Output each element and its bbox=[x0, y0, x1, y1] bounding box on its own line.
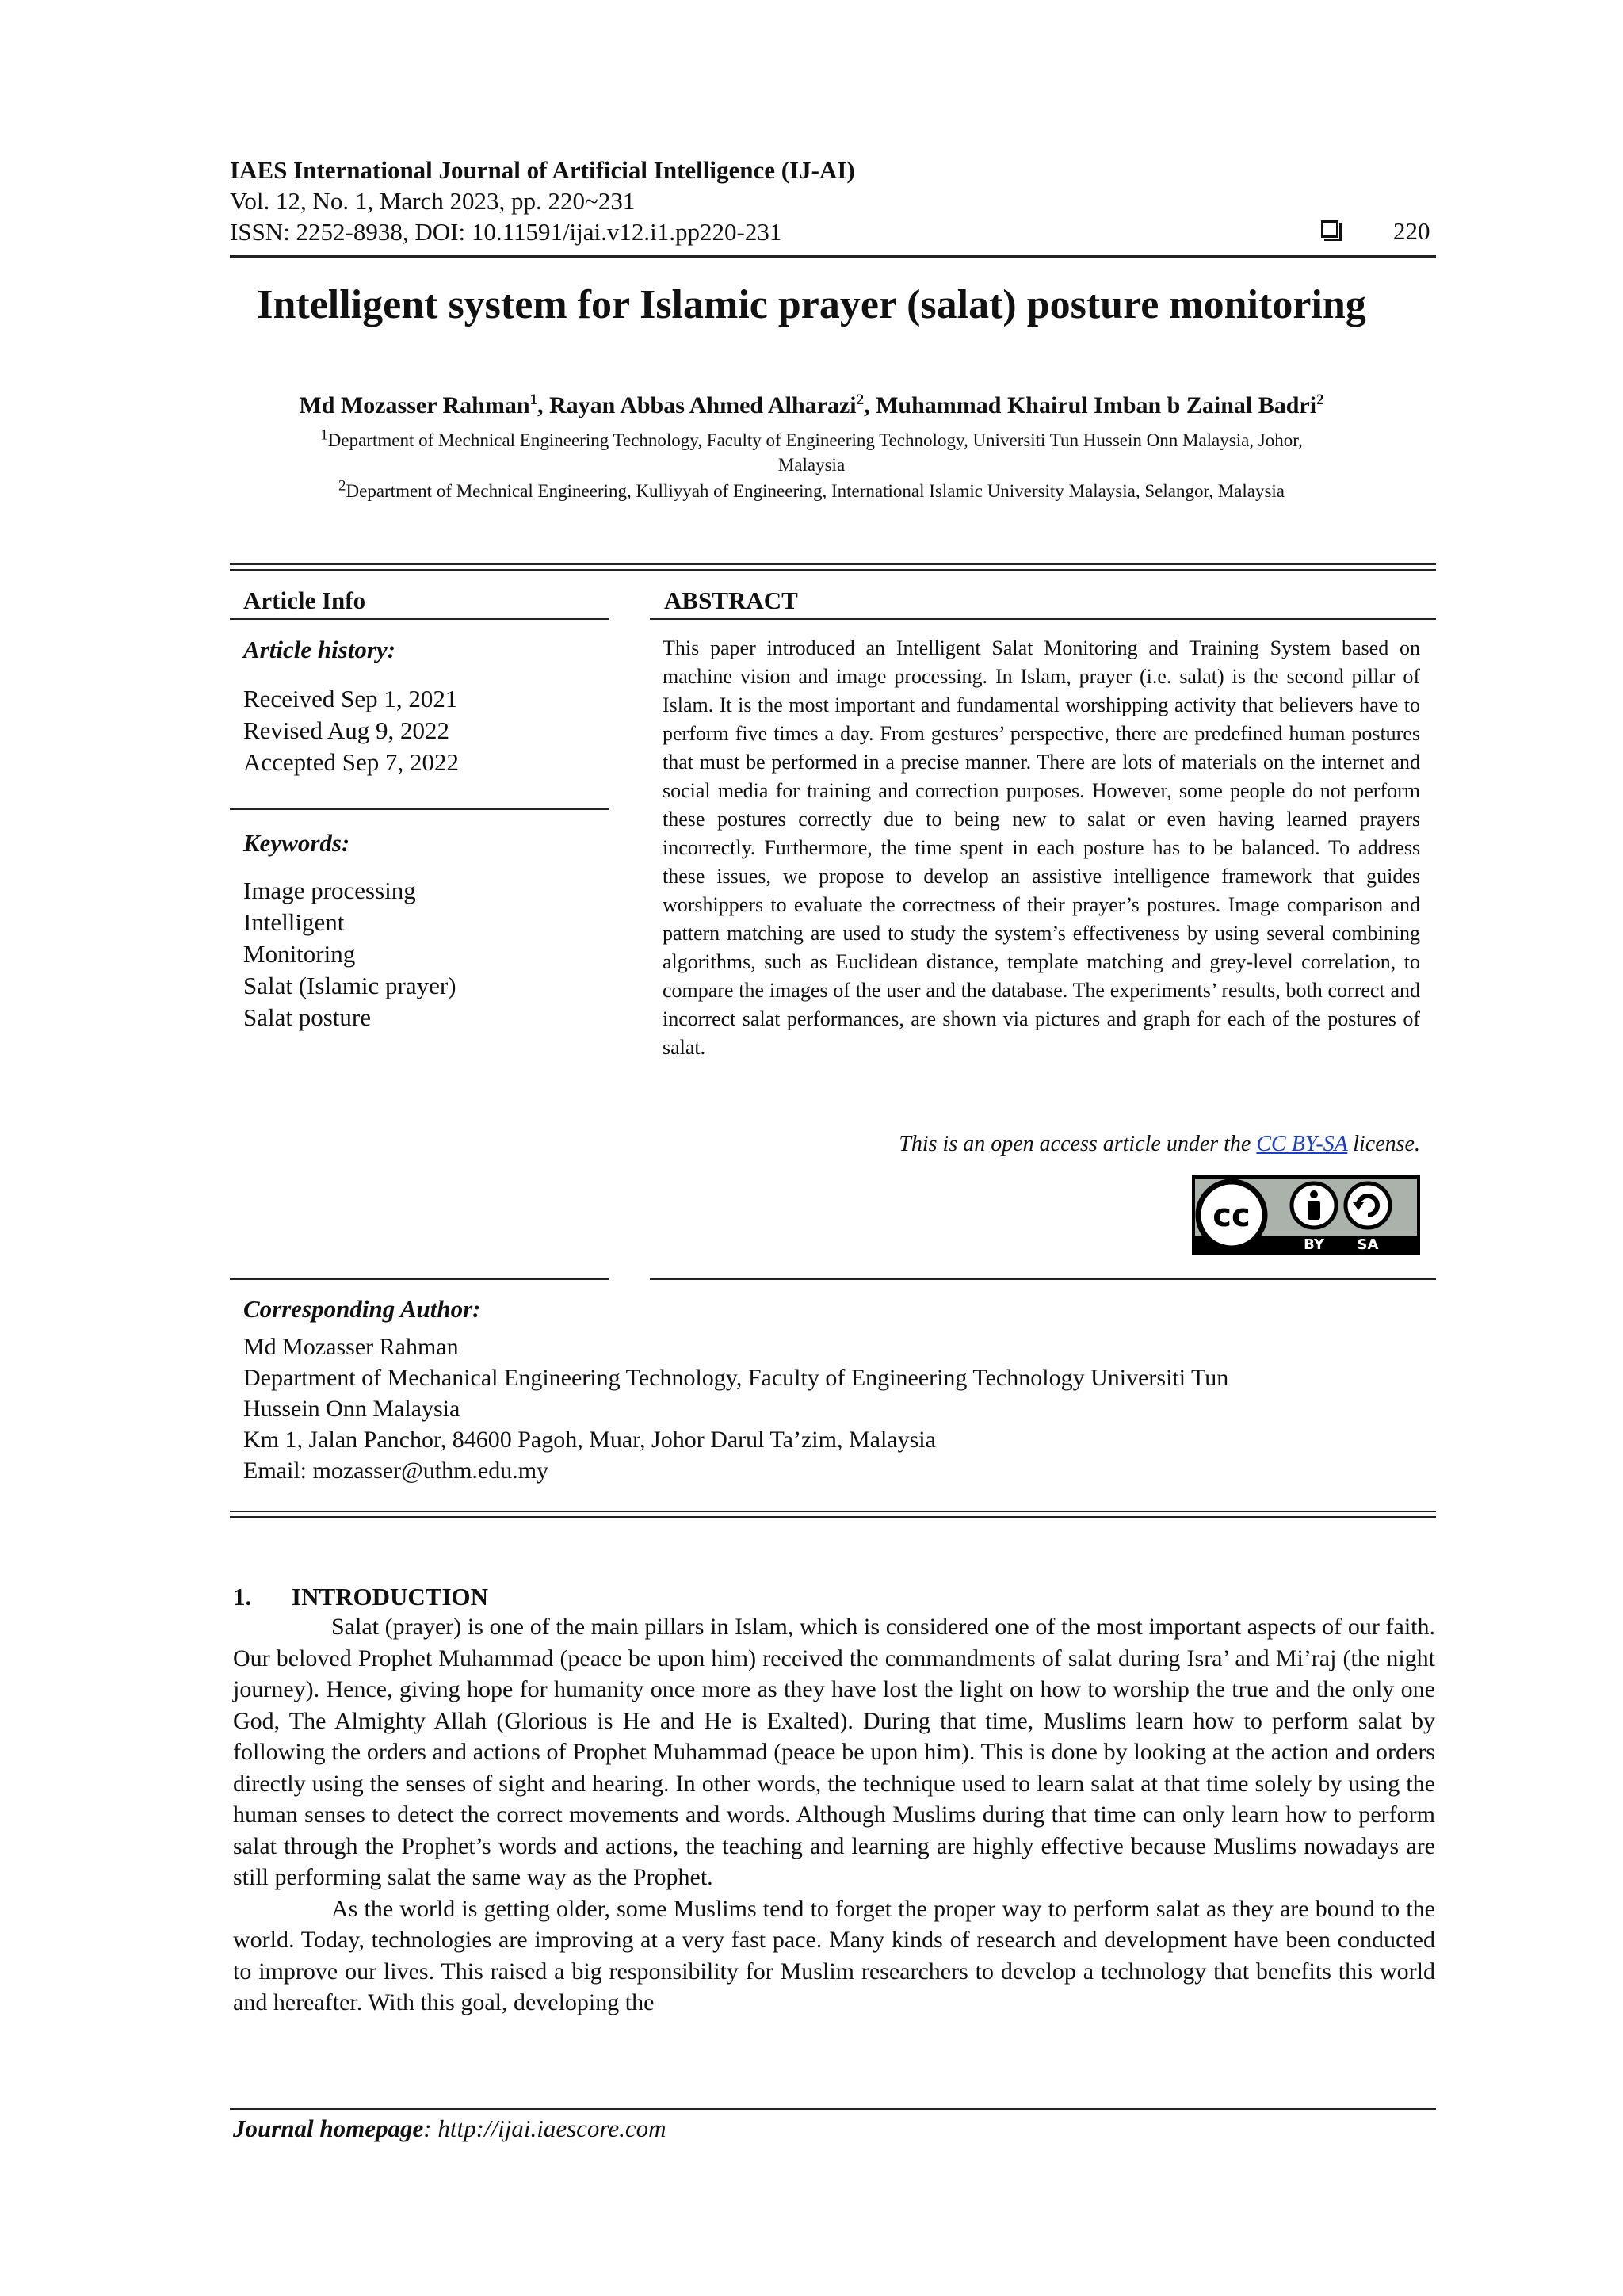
cc-by-sa-badge-icon bbox=[1192, 1175, 1420, 1255]
volume-info: Vol. 12, No. 1, March 2023, pp. 220~231 bbox=[230, 187, 636, 215]
page-number: 220 bbox=[1393, 217, 1430, 245]
revised-date: Revised Aug 9, 2022 bbox=[243, 716, 450, 744]
badge-sa-label: SA bbox=[1357, 1236, 1379, 1253]
keywords-label: Keywords: bbox=[243, 829, 350, 857]
badge-by-label: BY bbox=[1304, 1236, 1324, 1253]
accepted-date: Accepted Sep 7, 2022 bbox=[243, 748, 460, 776]
author-separator: , bbox=[864, 392, 876, 418]
affiliation-2 bbox=[158, 479, 1465, 503]
author-sup: 1 bbox=[529, 392, 538, 408]
section-rule bbox=[230, 563, 1436, 565]
corresponding-email[interactable]: Email: mozasser@uthm.edu.my bbox=[243, 1457, 549, 1484]
author-list bbox=[0, 392, 1623, 419]
received-date: Received Sep 1, 2021 bbox=[243, 685, 458, 712]
abstract-heading: ABSTRACT bbox=[664, 586, 798, 614]
column-rule bbox=[650, 1278, 1436, 1280]
author-sup: 2 bbox=[1316, 392, 1324, 408]
license-line bbox=[899, 1132, 1420, 1157]
article-history-label: Article history: bbox=[243, 636, 396, 663]
section-heading bbox=[233, 1583, 488, 1611]
keyword-item: Salat (Islamic prayer) bbox=[243, 972, 456, 999]
affiliation-text: Department of Mechnical Engineering Technology, Faculty of Engineering Technology, Universiti Tun Hussein Onn Malaysia, Johor, bbox=[327, 430, 1303, 450]
corresponding-author-label: Corresponding Author: bbox=[243, 1295, 481, 1323]
author-name: Muhammad Khairul Imban b Zainal Badri bbox=[876, 392, 1317, 418]
issn-doi: ISSN: 2252-8938, DOI: 10.11591/ijai.v12.i1.pp220-231 bbox=[230, 218, 782, 246]
section-number: 1. bbox=[233, 1583, 252, 1610]
affiliation-text: Department of Mechnical Engineering, Kulliyyah of Engineering, International Islamic University Malaysia, Selangor, Malaysia bbox=[346, 481, 1285, 501]
page-box-icon bbox=[1321, 220, 1338, 238]
author-separator: , bbox=[537, 392, 550, 418]
corresponding-dept: Department of Mechanical Engineering Technology, Faculty of Engineering Technology Universiti Tun bbox=[243, 1365, 1229, 1391]
section-title: INTRODUCTION bbox=[292, 1583, 489, 1610]
affiliation-sup: 2 bbox=[338, 477, 346, 495]
keyword-item: Intelligent bbox=[243, 908, 345, 936]
paragraph: As the world is getting older, some Muslims tend to forget the proper way to perform salat as they are bound to the world. Today, technologies are improving at a very fast pace. Many kinds of research and development have been conducted to improve our lives. This raised a big responsibility for Muslim researchers to develop a technology that benefits this world and hereafter. With this goal, developing the bbox=[233, 1895, 1435, 2015]
homepage-url[interactable]: : http://ijai.iaescore.com bbox=[423, 2115, 666, 2142]
author-name: Md Mozasser Rahman bbox=[299, 392, 530, 418]
author-name: Rayan Abbas Ahmed Alharazi bbox=[549, 392, 857, 418]
section-rule bbox=[230, 1511, 1436, 1512]
paper-title: Intelligent system for Islamic prayer (salat) posture monitoring bbox=[257, 282, 1366, 327]
license-suffix: license. bbox=[1347, 1132, 1420, 1156]
keyword-item: Salat posture bbox=[243, 1003, 371, 1031]
affiliation-sup: 1 bbox=[320, 426, 328, 444]
paragraph: Salat (prayer) is one of the main pillars in Islam, which is considered one of the most important aspects of our faith. Our beloved Prophet Muhammad (peace be upon him) received the commandments of salat during Isra’ and Mi’raj (the night journey). Hence, giving hope for humanity once more as they have lost the light on how to worship the true and the only one God, The Almighty Allah (Glorious is He and He is Exalted). During that time, Muslims learn how to perform salat by following the orders and actions of Prophet Muhammad (peace be upon him). This is done by looking at the action and orders directly using the senses of sight and hearing. In other words, the technique used to learn salat at that time solely by using the human senses to detect the correct movements and words. Although Muslims during that time can only learn how to perform salat through the Prophet’s words and actions, the teaching and learning are highly effective because Muslims nowadays are still performing salat the same way as the Prophet. bbox=[233, 1614, 1435, 1890]
journal-name: IAES International Journal of Artificial Intelligence (IJ-AI) bbox=[230, 156, 855, 184]
homepage-label: Journal homepage bbox=[233, 2115, 424, 2142]
author-sup: 2 bbox=[856, 392, 865, 408]
keyword-item: Monitoring bbox=[243, 940, 356, 968]
section-rule bbox=[230, 569, 1436, 571]
column-rule bbox=[230, 808, 609, 810]
header-rule bbox=[230, 255, 1436, 258]
license-link[interactable]: CC BY-SA bbox=[1256, 1132, 1348, 1156]
corresponding-address: Km 1, Jalan Panchor, 84600 Pagoh, Muar, Johor Darul Ta’zim, Malaysia bbox=[243, 1427, 936, 1453]
keyword-item: Image processing bbox=[243, 877, 416, 904]
cc-logo-text: cc bbox=[1212, 1198, 1251, 1234]
column-rule bbox=[230, 618, 609, 620]
abstract-text: This paper introduced an Intelligent Salat Monitoring and Training System based on machine vision and image processing. In Islam, prayer (i.e. salat) is the second pillar of Islam. It is the most important and fundamental worshipping activity that believers have to perform five times a day. From gestures’ perspective, there are predefined human postures that must be performed in a precise manner. There are lots of materials on the internet and social media for training and correction purposes. However, some people do not perform these postures correctly due to being new to salat or even having learned prayers incorrectly. Furthermore, the time spent in each posture has to be balanced. To address these issues, we propose to develop an assistive intelligence framework that guides worshippers to evaluate the correctness of their prayer’s postures. Image comparison and pattern matching are used to study the system’s effectiveness by using several combining algorithms, such as Euclidean distance, template matching and grey-level correlation, to compare the images of the user and the database. The experiments’ results, both correct and incorrect salat performances, are shown via pictures and graph for each of the postures of salat. bbox=[663, 636, 1420, 1059]
column-rule bbox=[650, 618, 1436, 620]
article-info-heading: Article Info bbox=[243, 586, 366, 614]
corresponding-dept: Hussein Onn Malaysia bbox=[243, 1396, 460, 1422]
corresponding-author-block bbox=[243, 1331, 1432, 1486]
affiliation-1 bbox=[158, 428, 1465, 477]
footer-rule bbox=[230, 2108, 1436, 2110]
corresponding-name: Md Mozasser Rahman bbox=[243, 1334, 459, 1360]
affiliation-text: Malaysia bbox=[777, 455, 846, 475]
section-rule bbox=[230, 1516, 1436, 1518]
license-prefix: This is an open access article under the bbox=[899, 1132, 1257, 1156]
journal-homepage bbox=[233, 2115, 666, 2143]
column-rule bbox=[230, 1278, 609, 1280]
introduction-body bbox=[233, 1611, 1435, 2019]
